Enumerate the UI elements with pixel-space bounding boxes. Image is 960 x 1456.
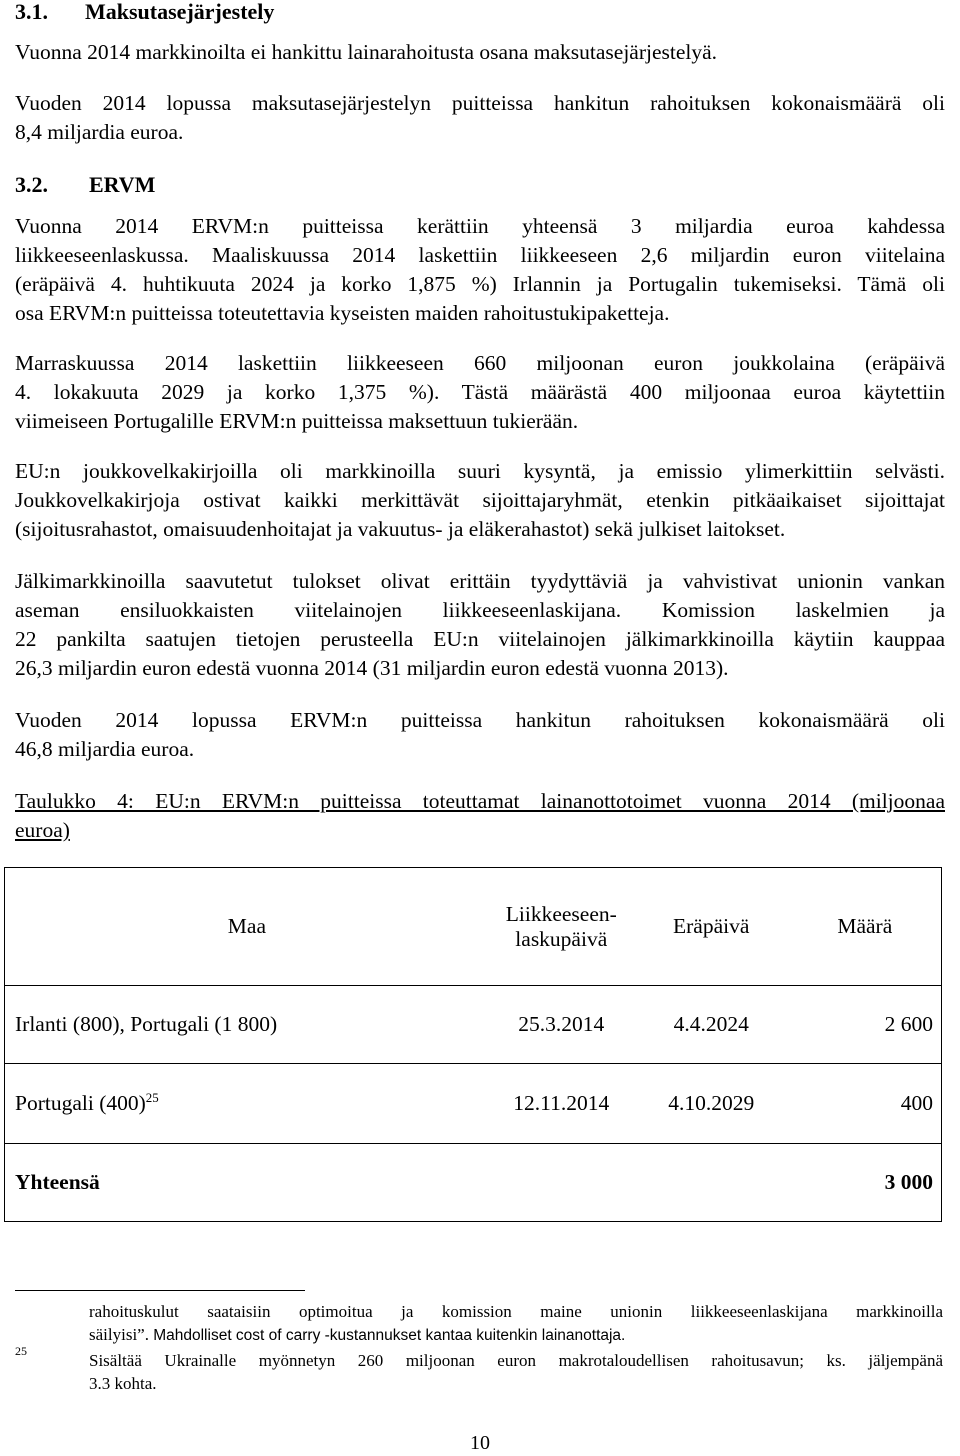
ervm-p4-line-3: 22 pankilta saatujen tietojen perusteella EU:n viitelainojen jälkimarkkinoilla käytiin kauppaa <box>15 627 945 651</box>
row-1-issue-date: 25.3.2014 <box>489 986 634 1064</box>
total-label: Yhteensä <box>5 1144 489 1222</box>
header-amount: Määrä <box>789 868 942 986</box>
ervm-p3-line-1: EU:n joukkovelkakirjoilla oli markkinoilla suuri kysyntä, ja emissio ylimerkittiin selvästi. <box>15 459 945 483</box>
section-3-1-heading <box>15 0 274 26</box>
ervm-p4-line-1: Jälkimarkkinoilla saavutetut tulokset olivat erittäin tyydyttäviä ja vahvistivat unionin vankan <box>15 569 945 593</box>
footnote-ref-25[interactable]: 25 <box>145 1090 159 1105</box>
footnote-number-25: 25 <box>15 1344 27 1358</box>
footnote-continued-line-2 <box>89 1323 943 1347</box>
section-3-1-paragraph-2-line-1: Vuoden 2014 lopussa maksutasejärjestelyn puitteissa hankitun rahoituksen kokonaismäärä oli <box>15 91 945 115</box>
footnote-25-line-1: Sisältää Ukrainalle myönnetyn 260 miljoonan euron makrotaloudellisen rahoitusavun; ks. jäljempänä <box>89 1351 943 1370</box>
row-2-issue-date: 12.11.2014 <box>489 1064 634 1144</box>
ervm-p3-line-3: (sijoitusrahastot, omaisuudenhoitajat ja vakuutus- ja eläkerahastot) sekä julkiset laitokset. <box>15 517 786 541</box>
ervm-p1-line-3: (eräpäivä 4. huhtikuuta 2024 ja korko 1,875 %) Irlannin ja Portugalin tukemiseksi. Tämä oli <box>15 272 945 296</box>
footnote-continued-line-2b: Mahdolliset cost of carry -kustannukset kantaa kuitenkin lainanottaja. <box>153 1327 626 1344</box>
section-3-1-title: Maksutasejärjestely <box>85 0 275 24</box>
total-amount: 3 000 <box>789 1144 942 1222</box>
table-row <box>5 986 942 1064</box>
ervm-p5-line-2: 46,8 miljardia euroa. <box>15 737 195 761</box>
section-3-2-number: 3.2. <box>15 172 48 197</box>
total-empty-issue <box>489 1144 634 1222</box>
section-3-2-title: ERVM <box>89 172 156 197</box>
row-2-maturity: 4.10.2029 <box>634 1064 789 1144</box>
table-row <box>5 1064 942 1144</box>
page-number: 10 <box>470 1432 490 1454</box>
ervm-p2-line-2: 4. lokakuuta 2029 ja korko 1,375 %). Tästä määrästä 400 miljoonaa euroa käytettiin <box>15 380 945 404</box>
ervm-p4-line-4: 26,3 miljardin euron edestä vuonna 2014 (31 miljardin euron edestä vuonna 2013). <box>15 656 729 680</box>
table-caption-line-2: euroa) <box>15 818 70 842</box>
section-3-1-paragraph-2-line-2: 8,4 miljardia euroa. <box>15 120 184 144</box>
ervm-p5-line-1: Vuoden 2014 lopussa ERVM:n puitteissa hankitun rahoituksen kokonaismäärä oli <box>15 708 945 732</box>
section-3-2-heading <box>15 170 155 199</box>
table-total-row <box>5 1144 942 1222</box>
ervm-p1-line-1: Vuonna 2014 ERVM:n puitteissa kerättiin yhteensä 3 miljardia euroa kahdessa <box>15 214 945 238</box>
section-3-1-number: 3.1. <box>15 0 48 24</box>
header-issue-date-line-1: Liikkeeseen- <box>505 901 617 926</box>
row-2-country-cell <box>5 1064 489 1144</box>
row-2-amount: 400 <box>789 1064 942 1144</box>
row-1-amount: 2 600 <box>789 986 942 1064</box>
row-1-country: Irlanti (800), Portugali (1 800) <box>5 986 489 1064</box>
ervm-p4-line-2: aseman ensiluokkaisten viitelainojen liikkeeseenlaskijana. Komission laskelmien ja <box>15 598 945 622</box>
ervm-p3-line-2: Joukkovelkakirjoja ostivat kaikki merkittävät sijoittajaryhmät, etenkin pitkäaikaiset sijoittajat <box>15 488 945 512</box>
footnote-continued-line-1: rahoituskulut saataisiin optimoitua ja komission maine unionin liikkeeseenlaskijana markkinoilla <box>89 1302 943 1321</box>
header-issue-date-line-2: laskupäivä <box>515 926 608 951</box>
ervm-p1-line-4: osa ERVM:n puitteissa toteutettavia kyseisten maiden rahoitustukipaketteja. <box>15 301 670 325</box>
footnote-25-line-2: 3.3 kohta. <box>89 1374 157 1393</box>
row-2-country: Portugali (400) <box>15 1091 146 1115</box>
section-3-1-paragraph-1: Vuonna 2014 markkinoilta ei hankittu lainarahoitusta osana maksutasejärjestelyä. <box>15 40 718 64</box>
header-maturity: Eräpäivä <box>634 868 789 986</box>
ervm-p2-line-1: Marraskuussa 2014 laskettiin liikkeeseen 660 miljoonan euron joukkolaina (eräpäivä <box>15 351 945 375</box>
ervm-p1-line-2: liikkeeseenlaskussa. Maaliskuussa 2014 laskettiin liikkeeseen 2,6 miljardin euron viitelaina <box>15 243 945 267</box>
footnote-separator <box>15 1290 305 1291</box>
ervm-p2-line-3: viimeiseen Portugalille ERVM:n puitteissa maksettuun tukierään. <box>15 409 579 433</box>
footnote-continued-line-2a: säilyisi”. <box>89 1325 149 1344</box>
borrowing-table <box>4 867 942 1222</box>
header-issue-date <box>489 868 634 986</box>
header-country: Maa <box>5 868 489 986</box>
table-header-row <box>5 868 942 986</box>
table-caption-line-1: Taulukko 4: EU:n ERVM:n puitteissa toteuttamat lainanottotoimet vuonna 2014 (miljoonaa <box>15 789 945 813</box>
total-empty-maturity <box>634 1144 789 1222</box>
row-1-maturity: 4.4.2024 <box>634 986 789 1064</box>
